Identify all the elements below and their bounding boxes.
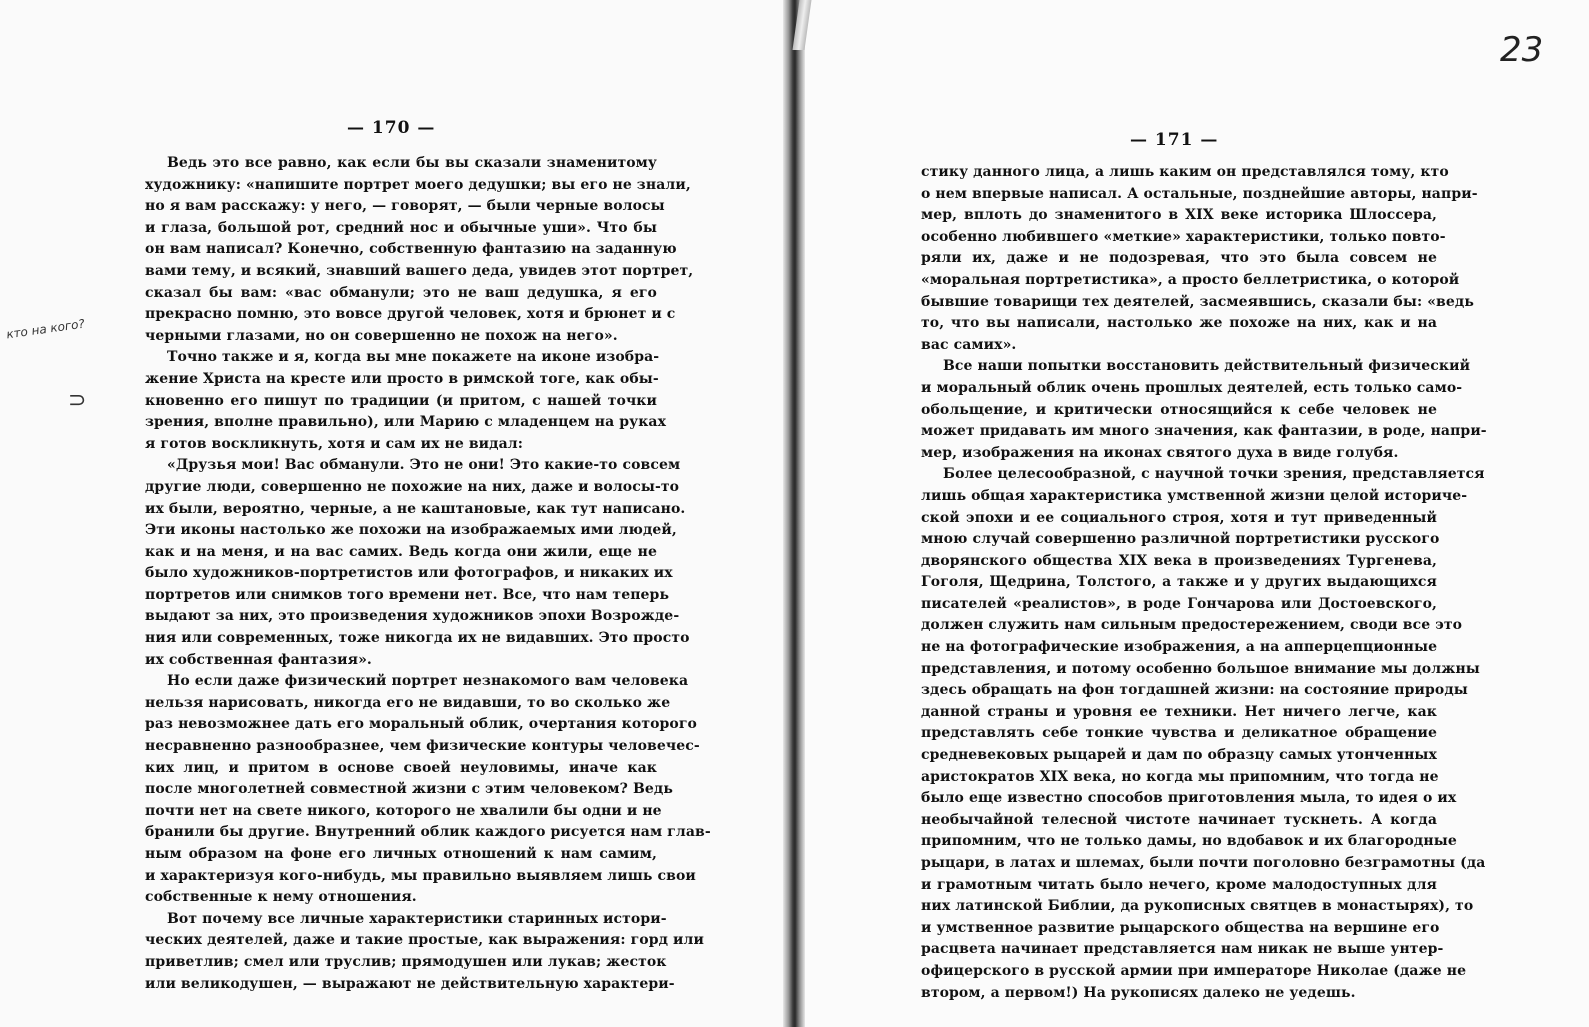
text-line: и характеризуя кого-нибудь, мы правильно выявляем лишь свои xyxy=(145,867,696,884)
left-page-text xyxy=(145,153,711,995)
text-line: было еще известно способов приготовления мыла, то идея о их xyxy=(921,790,1457,807)
text-line: писателей «реалистов», в роде Гончарова или Достоевского, xyxy=(921,595,1437,612)
text-line: зрения, вполне правильно), или Марию с младенцем на руках xyxy=(145,414,667,431)
text-line: было художников-портретистов или фотографов, и никаких их xyxy=(145,565,673,582)
text-line: аристократов XIX века, но когда мы припомним, что тогда не xyxy=(921,768,1439,785)
text-line: сказал бы вам: «вас обманули; это не ваш дедушка, я его xyxy=(145,284,657,301)
text-line: мер, изображения на иконах святого духа в виде голубя. xyxy=(921,444,1399,461)
text-line: вами тему, и всякий, знавший вашего деда, увидев этот портрет, xyxy=(145,262,694,279)
text-line: может придавать им много значения, как фантазии, в роде, напри- xyxy=(921,423,1487,440)
text-line: их были, вероятно, черные, а не каштановые, как тут написано. xyxy=(145,500,686,517)
text-line: бранили бы другие. Внутренний облик каждого рисуется нам глав- xyxy=(145,824,711,841)
text-line: обольщение, и критически относящийся к себе человек не xyxy=(921,401,1437,418)
left-page-number: — 170 — xyxy=(347,118,436,138)
text-line: Все наши попытки восстановить действительный физический xyxy=(943,358,1471,375)
book-gutter xyxy=(783,0,805,1027)
text-line: другие люди, совершенно не похожие на них, даже и волосы-то xyxy=(145,478,680,495)
text-line: мною случай совершенно различной портретистики русского xyxy=(921,531,1440,548)
text-line: здесь обращать на фон тогдашней жизни: на состояние природы xyxy=(921,682,1468,699)
text-line: дворянского общества XIX века в произведениях Тургенева, xyxy=(921,552,1437,569)
text-line: Точно также и я, когда вы мне покажете на иконе изобра- xyxy=(167,349,660,366)
text-line: он вам написал? Конечно, собственную фантазию на заданную xyxy=(145,241,677,258)
right-page-text xyxy=(921,162,1487,1004)
handwritten-folio-number: 23 xyxy=(1500,30,1544,70)
text-line: их собственная фантазия». xyxy=(145,651,372,668)
text-line: черными глазами, но он совершенно не похож на него». xyxy=(145,327,618,344)
text-line: собственные к нему отношения. xyxy=(145,889,417,906)
text-line: ской эпохи и ее социального строя, хотя и тут приведенный xyxy=(921,509,1437,526)
text-line: как и на меня, и на вас самих. Ведь когда они жили, еще не xyxy=(145,543,657,560)
text-line: необычайной телесной чистоте начинает тускнеть. А когда xyxy=(921,811,1437,828)
text-line: художнику: «напишите портрет моего дедушки; вы его не знали, xyxy=(145,176,691,193)
text-line: жение Христа на кресте или просто в римской тоге, как обы- xyxy=(145,370,659,387)
text-line: и умственное развитие рыцарского общества на вершине его xyxy=(921,919,1440,936)
text-line: Но если даже физический портрет незнакомого вам человека xyxy=(167,673,689,690)
text-line: данной страны и уровня ее техники. Нет ничего легче, как xyxy=(921,703,1437,720)
text-line: раз невозможнее дать его моральный облик, очертания которого xyxy=(145,716,697,733)
text-line: «моральная портретистика», а просто беллетристика, о которой xyxy=(921,271,1460,288)
text-line: я готов воскликнуть, хотя и сам их не видал: xyxy=(145,435,523,452)
text-line: них латинской Библии, да рукописных святцев в монастырях), то xyxy=(921,898,1474,915)
text-line: офицерского в русской армии при императоре Николае (даже не xyxy=(921,962,1467,979)
text-line: то, что вы написали, настолько же похоже на них, как и на xyxy=(921,315,1437,332)
text-line: Вот почему все личные характеристики старинных истори- xyxy=(167,910,667,927)
margin-mark: ⊃ xyxy=(68,388,87,413)
right-page-number: — 171 — xyxy=(1130,130,1219,150)
text-line: припомним, что не только дамы, но вдобавок и их благородные xyxy=(921,833,1457,850)
text-line: и грамотным читать было нечего, кроме малодоступных для xyxy=(921,876,1437,893)
text-line: кновенно его пишут по традиции (и притом, с нашей точки xyxy=(145,392,657,409)
text-line: Ведь это все равно, как если бы вы сказали знаменитому xyxy=(167,155,657,171)
text-line: мер, вплоть до знаменитого в XIX веке историка Шлоссера, xyxy=(921,207,1437,224)
text-line: представления, и потому особенно большое внимание мы должны xyxy=(921,660,1480,677)
text-line: вас самих». xyxy=(921,336,1017,353)
text-line: почти нет на свете никого, которого не хвалили бы одни и не xyxy=(145,802,662,819)
text-line: нельзя нарисовать, никогда его не видавши, то во сколько же xyxy=(145,694,671,711)
text-line: но я вам расскажу: у него, — говорят, — были черные волосы xyxy=(145,198,665,215)
text-line: и глаза, большой рот, средний нос и обычные уши». Что бы xyxy=(145,219,657,236)
text-line: о нем впервые написал. А остальные, позднейшие авторы, напри- xyxy=(921,185,1478,202)
text-line: ческих деятелей, даже и такие простые, как выражения: горд или xyxy=(145,932,704,949)
text-line: Более целесообразной, с научной точки зрения, представляется xyxy=(943,466,1485,483)
margin-note: кто на кого? xyxy=(5,316,86,342)
text-line: ным образом на фоне его личных отношений к нам самим, xyxy=(145,846,657,862)
text-line: стику данного лица, а лишь каким он представлялся тому, кто xyxy=(921,164,1449,180)
text-line: после многолетней совместной жизни с этим человеком? Ведь xyxy=(145,781,673,798)
text-line: приветлив; смел или труслив; прямодушен или лукав; жесток xyxy=(145,953,667,970)
text-line: портретов или снимков того времени нет. Все, что нам теперь xyxy=(145,586,670,603)
text-line: рыцари, в латах и шлемах, были почти поголовно безграмотны (да xyxy=(921,855,1486,871)
text-line: втором, а первом!) На рукописях далеко не уедешь. xyxy=(921,984,1356,1001)
text-line: средневековых рыцарей и дам по образцу самых утонченных xyxy=(921,747,1437,764)
text-line: несравненно разнообразнее, чем физические контуры человечес- xyxy=(145,738,700,755)
text-line: представлять себе тонкие чувства и деликатное обращение xyxy=(921,725,1437,742)
text-line: или великодушен, — выражают не действительную характери- xyxy=(145,975,675,992)
text-line: ния или современных, тоже никогда их не видавших. Это просто xyxy=(145,630,690,647)
text-line: «Друзья мои! Вас обманули. Это не они! Это какие-то совсем xyxy=(167,457,681,474)
text-line: выдают за них, это произведения художников эпохи Возрожде- xyxy=(145,608,680,625)
text-line: ряли их, даже и не подозревая, что это была совсем не xyxy=(921,250,1437,267)
text-line: должен служить нам сильным предостережением, своди все это xyxy=(921,617,1463,634)
text-line: бывшие товарищи тех деятелей, засмеявшись, сказали бы: «ведь xyxy=(921,293,1474,310)
text-line: прекрасно помню, это вовсе другой человек, хотя и брюнет и с xyxy=(145,306,676,323)
text-line: не на фотографические изображения, а на апперцепционные xyxy=(921,639,1438,656)
text-line: ких лиц, и притом в основе своей неуловимы, иначе как xyxy=(145,759,657,776)
text-line: Эти иконы настолько же похожи на изображаемых ими людей, xyxy=(145,522,677,539)
text-line: расцвета начинает представляется нам никак не выше унтер- xyxy=(921,941,1444,958)
text-line: лишь общая характеристика умственной жизни целой историче- xyxy=(921,487,1468,504)
text-line: и моральный облик очень прошлых деятелей, есть только само- xyxy=(921,379,1463,396)
text-line: Гоголя, Щедрина, Толстого, а также и у других выдающихся xyxy=(921,574,1437,591)
text-line: особенно любившего «меткие» характеристики, только повто- xyxy=(921,228,1446,245)
